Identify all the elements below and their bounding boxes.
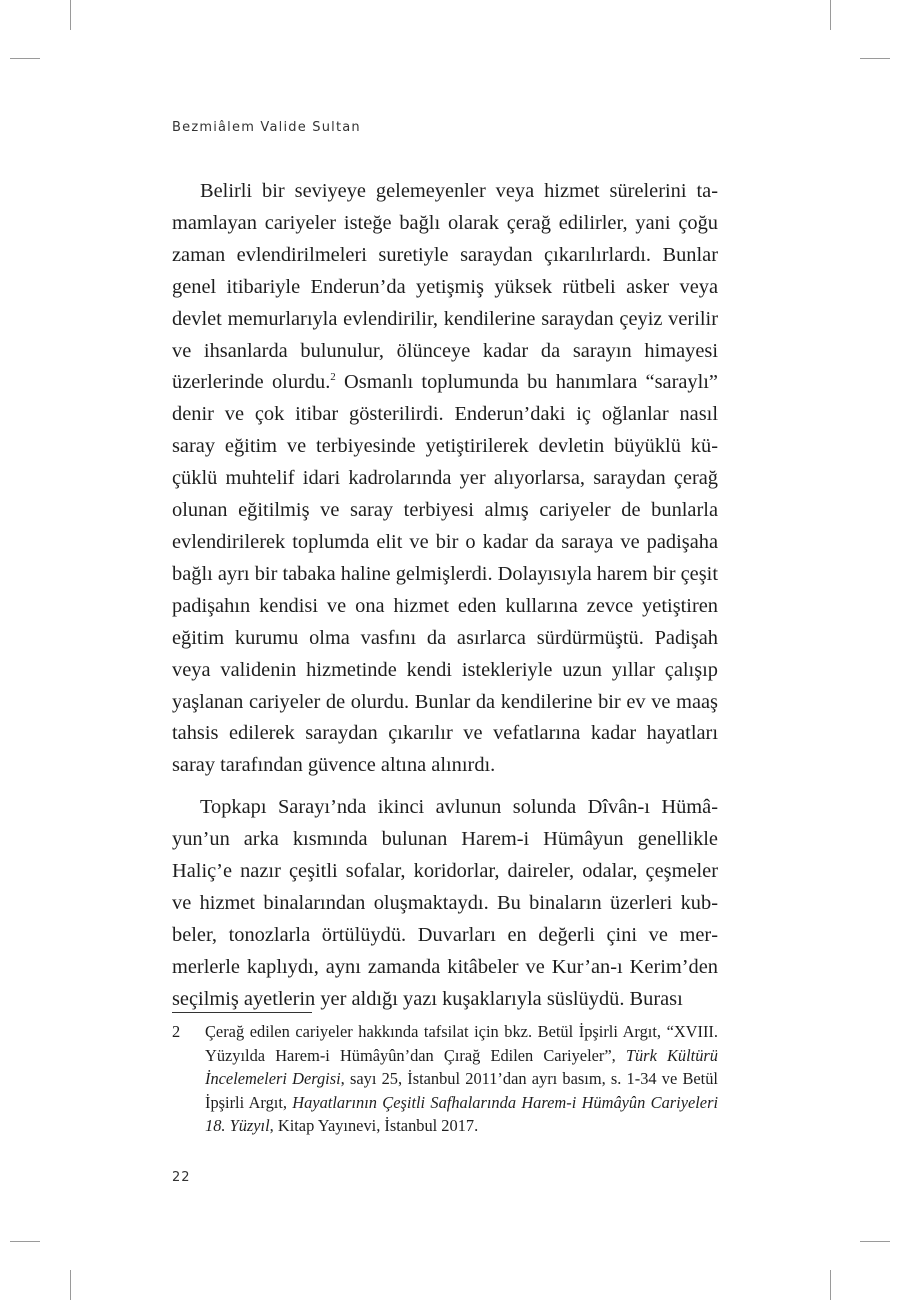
crop-mark-left-bottom bbox=[10, 1241, 40, 1242]
crop-mark-bottom-right bbox=[830, 1270, 831, 1300]
paragraph-1-text-continued: Osmanlı toplumunda bu hanımlara “saraylı” denir ve çok itibar gösterilirdi. Enderun’daki iç oğlanlar nasıl saray eğitim ve terbiyesinde yetiştirilerek devletin büyüklü küçüklü muhtelif idari kadrolarında yer alıyorlarsa, saraydan çerağ olunan eğitilmiş ve saray terbiyesi almış cariyeler de bunlarla evlendirilerek toplumda elit ve bir o kadar da saraya ve padişaha bağlı ayrı bir tabaka haline gelmişlerdi. Dolayısıyla harem bir çeşit padişahın kendisi ve ona hizmet eden kullarına zevce yetiştiren eğitim kurumu olma vasfını da asırlarca sürdürmüştü. Padişah veya validenin hizmetinde kendi istekleriyle uzun yıllar çalışıp yaşlanan cariyeler de olurdu. Bunlar da kendilerine bir ev ve maaş tahsis edilerek saraydan çıkarılır ve vefatlarına kadar hayatları saray tarafından güvence altına alınırdı. bbox=[172, 371, 718, 777]
footnote-separator bbox=[172, 1012, 312, 1013]
paragraph-1 bbox=[172, 176, 718, 782]
page-number: 22 bbox=[172, 1170, 191, 1185]
footnote bbox=[172, 1020, 718, 1138]
body-text bbox=[172, 176, 718, 1016]
crop-mark-top-right bbox=[830, 0, 831, 30]
footnote-journal-title: Türk Kültürü İncelemeleri Dergisi bbox=[205, 1045, 718, 1088]
footnote-text-part: Çerağ edilen cariyeler hakkında tafsilat için bkz. Betül İpşirli Argıt, “XVIII. Yüzyılda Harem-i Hümâyûn’dan Çırağ Edilen Cariyeler”, bbox=[205, 1022, 718, 1065]
crop-mark-right-bottom bbox=[860, 1241, 890, 1242]
footnote-book-title: Hayatlarının Çeşitli Safhalarında Harem-i Hümâyûn Cariyeleri 18. Yüzyıl bbox=[205, 1092, 719, 1135]
footnote-text bbox=[205, 1020, 718, 1138]
footnote-number: 2 bbox=[172, 1022, 181, 1041]
crop-mark-right-top bbox=[860, 58, 890, 59]
paragraph-1-text: Belirli bir seviyeye gelemeyenler veya hizmet sürelerini tamamlayan cariyeler isteğe bağlı olarak çerağ edilirler, yani çoğu zaman evlendirilmeleri suretiyle saraydan çıkarılırlardı. Bunlar genel itibariyle Enderun’da yetişmiş yüksek rütbeli asker veya devlet memurlarıyla evlendirilir, kendilerine saraydan çeyiz verilir ve ihsanlarda bulunulur, ölünceye kadar da sarayın himayesi üzerlerinde olurdu. bbox=[172, 180, 718, 394]
paragraph-2: Topkapı Sarayı’nda ikinci avlunun solunda Dîvân-ı Hümâyun’un arka kısmında bulunan Harem-i Hümâyun genellikle Haliç’e nazır çeşitli sofalar, koridorlar, daireler, odalar, çeşmeler ve hizmet binalarından oluşmaktaydı. Bu binaların üzerleri kubbeler, tonozlarla örtülüydü. Duvarları en değerli çini ve mermerlerle kaplıydı, aynı zamanda kitâbeler ve Kur’an-ı Kerim’den seçilmiş ayetlerin yer aldığı yazı kuşaklarıyla süslüydü. Burası bbox=[172, 796, 718, 1010]
crop-mark-top-left bbox=[70, 0, 71, 30]
footnote-text-part: , Kitap Yayınevi, İstanbul 2017. bbox=[269, 1116, 479, 1135]
crop-mark-left-top bbox=[10, 58, 40, 59]
footnote-text-part: , sayı 25, İstanbul 2011’dan ayrı basım, s. 1-34 ve Betül İpşirli Argıt, bbox=[205, 1069, 718, 1112]
footnote-reference[interactable]: 2 bbox=[330, 371, 336, 384]
running-head: Bezmiâlem Valide Sultan bbox=[172, 120, 361, 135]
crop-mark-bottom-left bbox=[70, 1270, 71, 1300]
